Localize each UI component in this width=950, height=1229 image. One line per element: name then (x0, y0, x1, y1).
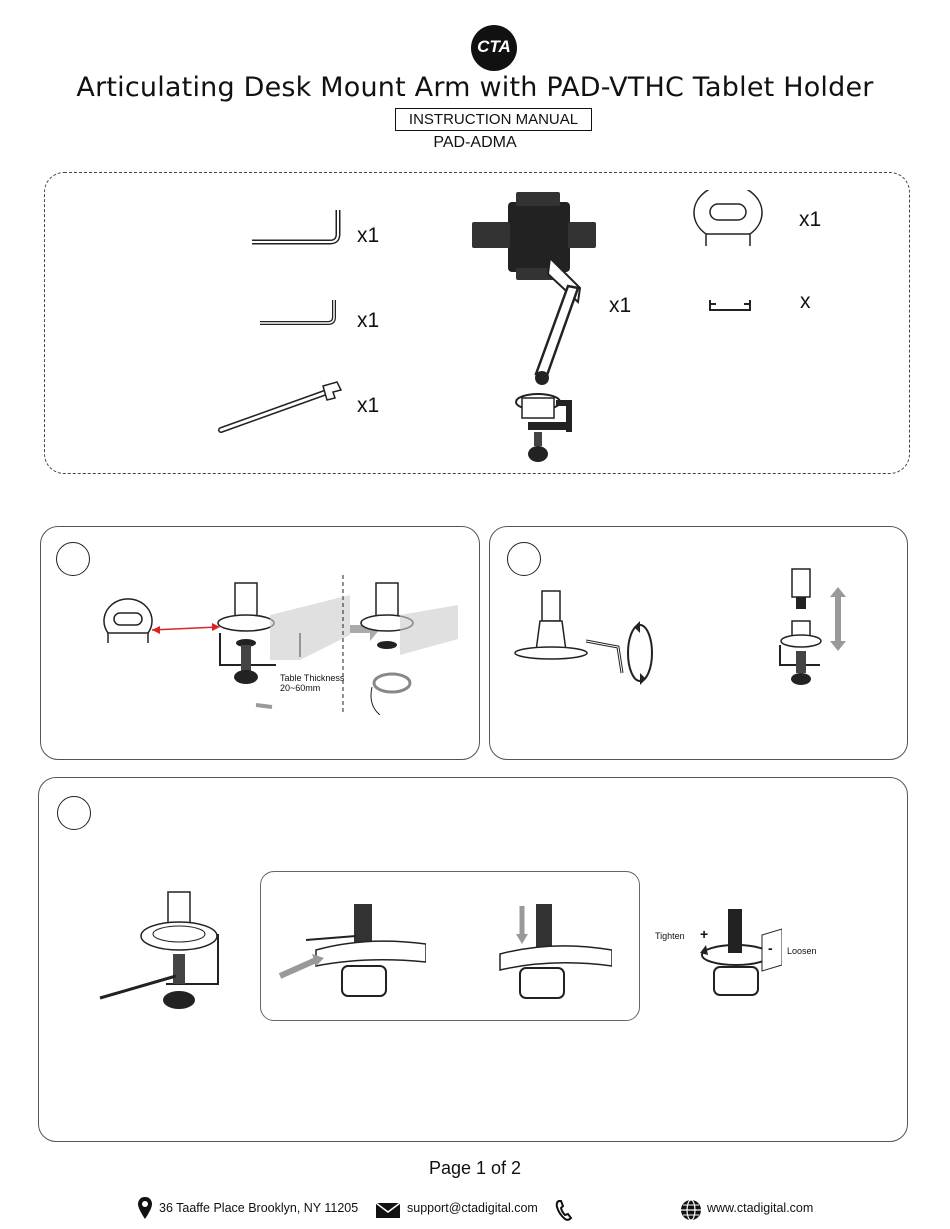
step-3-tighten-loosen-illustration (672, 905, 782, 1000)
loosen-minus: - (768, 940, 773, 956)
page-title: Articulating Desk Mount Arm with PAD-VTHC Tablet Holder (76, 72, 874, 103)
logo-text: CTA (477, 37, 511, 56)
loosen-label: Loosen (787, 946, 817, 956)
grommet-plate-icon (692, 190, 764, 250)
globe-icon (680, 1199, 702, 1221)
step-2-height-adjust-illustration (770, 565, 860, 695)
table-thickness-range: 20~60mm (280, 683, 321, 693)
small-allen-key-icon (258, 298, 338, 328)
step-3-clamp-wrench-illustration (96, 888, 236, 1018)
bracket-icon (706, 296, 756, 314)
grommet-plate-qty: x1 (799, 208, 822, 231)
step-1-clamp-illustration (100, 575, 350, 715)
email-icon (375, 1202, 401, 1219)
step-1-circle (56, 542, 90, 576)
mount-arm-qty: x1 (609, 294, 632, 317)
phone-icon (555, 1199, 573, 1221)
table-thickness-label: Table Thickness (280, 673, 345, 683)
footer-address: 36 Taaffe Place Brooklyn, NY 11205 (159, 1201, 359, 1215)
location-pin-icon (137, 1196, 153, 1220)
page-number: Page 1 of 2 (428, 1158, 522, 1178)
small-allen-key-qty: x1 (357, 309, 380, 332)
step-1-tighten-illustration (340, 575, 458, 715)
mount-arm-illustration (460, 188, 610, 468)
step-3-wrench-seated-illustration (492, 900, 612, 1010)
model-number: PAD-ADMA (433, 134, 517, 151)
wrench-qty: x1 (357, 394, 380, 417)
footer-email[interactable]: support@ctadigital.com (407, 1201, 538, 1215)
large-allen-key-qty: x1 (357, 224, 380, 247)
step-3-insert-wrench-illustration (276, 900, 426, 1010)
step-2-allen-key-illustration (510, 585, 670, 695)
instruction-manual-label: INSTRUCTION MANUAL (395, 108, 592, 131)
tighten-plus: + (700, 926, 709, 942)
tighten-label: Tighten (655, 931, 685, 941)
large-allen-key-icon (250, 208, 345, 248)
footer-website[interactable]: www.ctadigital.com (707, 1201, 814, 1215)
step-2-circle (507, 542, 541, 576)
bracket-qty: x (800, 290, 811, 313)
wrench-icon (215, 378, 345, 438)
step-3-circle (57, 796, 91, 830)
cta-logo (470, 24, 518, 72)
